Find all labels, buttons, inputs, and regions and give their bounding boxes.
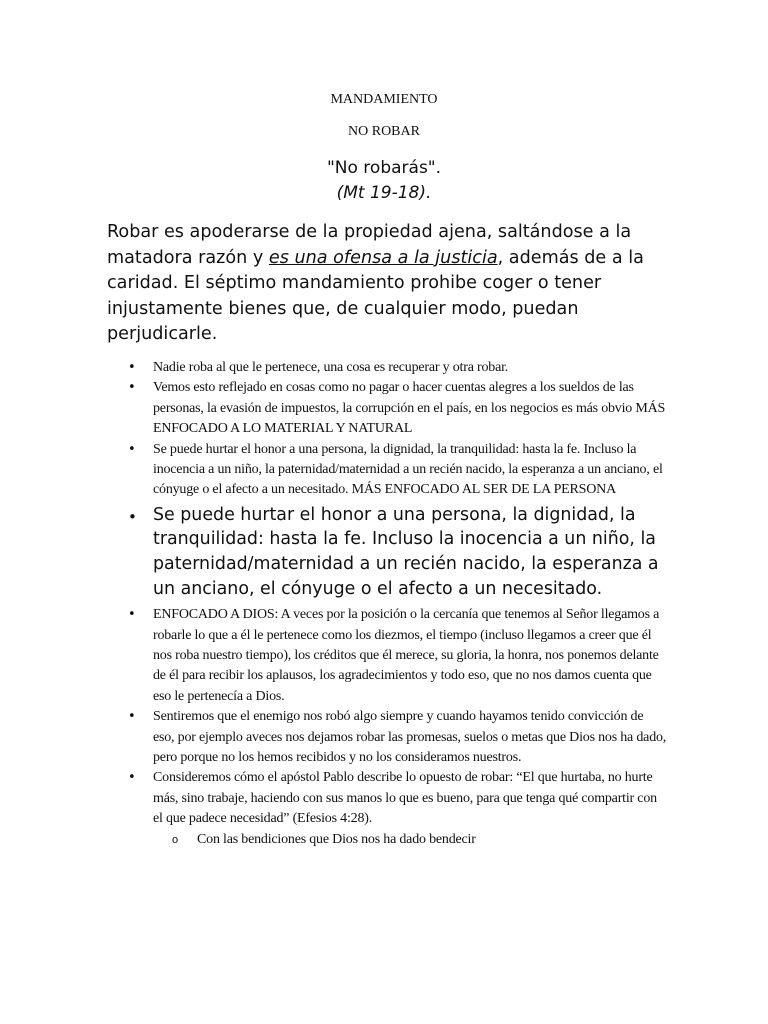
list-item: • Sentiremos que el enemigo nos robó algo siempre y cuando hayamos tenido convicción de eso, por ejemplo aveces nos dejamos robar las promesas, suelos o metas que Dios nos ha dado, pero porque no los hemos recibidos y no los consideramos nuestros.: [108, 707, 668, 768]
list-item-text: Consideremos cómo el apóstol Pablo describe lo opuesto de robar: “El que hurtaba, no hurte más, sino trabaje, haciendo con sus manos lo que es bueno, para que tenga qué compartir con el que padece necesidad” (Efesios 4:28).: [153, 770, 657, 827]
sub-bullet-list: [153, 830, 668, 850]
intro-text-start: Robar es apoderarse de la propiedad ajena, saltándose a la matadora razón y: [107, 222, 632, 268]
document-heading: MANDAMIENTO: [330, 92, 438, 107]
sub-list-item: o Con las bendiciones que Dios nos ha dado bendecir: [153, 830, 668, 850]
document-subheading: NO ROBAR: [348, 124, 420, 139]
bible-citation: (Mt 19-18).: [336, 183, 432, 203]
intro-text-end: , además de a la caridad. El séptimo mandamiento prohibe coger o tener injustamente bienes que, de cualquier modo, puedan perjudicarle.: [107, 247, 644, 345]
commandment-quote: "No robarás".: [326, 158, 442, 178]
intro-paragraph: [107, 220, 667, 348]
bullet-list: [108, 358, 668, 850]
list-item-emphasized: • Se puede hurtar el honor a una persona, la dignidad, la tranquilidad: hasta la fe. Incluso la inocencia a un niño, la paternidad/maternidad a un recién nacido, la esperanza a un anciano, el cónyuge o el afecto a un necesitado.: [108, 503, 668, 601]
list-item: [108, 768, 668, 850]
list-item: • Se puede hurtar el honor a una persona, la dignidad, la tranquilidad: hasta la fe. Incluso la inocencia a un niño, la paternidad/maternidad a un recién nacido, la esperanza a un anciano, el cónyuge o el afecto a un necesitado. MÁS ENFOCADO AL SER DE LA PERSONA: [108, 440, 668, 501]
intro-emphasis: es una ofensa a la justicia: [268, 247, 498, 268]
list-item: • ENFOCADO A DIOS: A veces por la posición o la cercanía que tenemos al Señor llegamos a robarle lo que a él le pertenece como los diezmos, el tiempo (incluso llegamos a creer que él nos roba nuestro tiempo), los créditos que él merece, su gloria, la honra, nos ponemos delante de él para recibir los aplausos, los agradecimientos y todo eso, que no nos damos cuenta que eso le pertenecía a Dios.: [108, 605, 668, 707]
list-item: • Nadie roba al que le pertenece, una cosa es recuperar y otra robar.: [108, 358, 668, 378]
list-item: • Vemos esto reflejado en cosas como no pagar o hacer cuentas alegres a los sueldos de las personas, la evasión de impuestos, la corrupción en el país, en los negocios es más obvio MÁS ENFOCADO A LO MATERIAL Y NATURAL: [108, 378, 668, 439]
